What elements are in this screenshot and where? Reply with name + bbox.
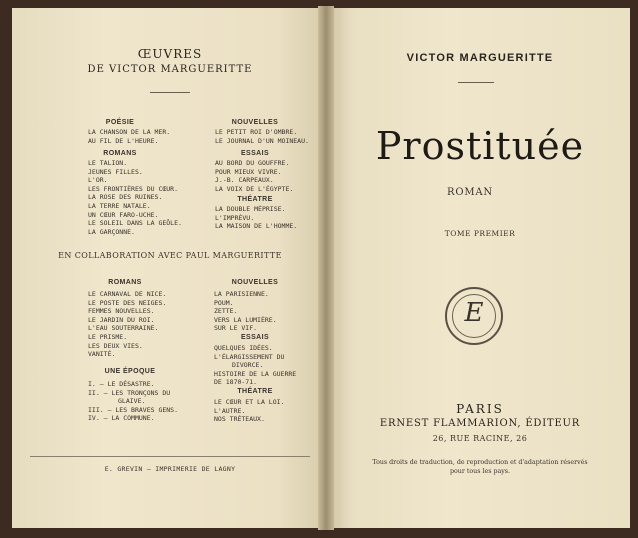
list-item: JEUNES FILLES. [88, 167, 143, 176]
list-item: L'OR. [88, 176, 108, 185]
works-subheading: DE VICTOR MARGUERITTE [87, 64, 253, 75]
list-item: LA ROSE DES RUINES. [88, 193, 163, 202]
list-item: L'AUTRE. [214, 406, 246, 415]
list-item: LE JOURNAL D'UN MOINEAU. [215, 136, 309, 145]
collab-essais-title: ESSAIS [240, 334, 270, 341]
emblem-monogram-icon: E [464, 298, 484, 328]
list-item: DE 1870-71. [214, 378, 258, 387]
list-item: LE PETIT ROI D'OMBRE. [215, 128, 298, 136]
poesie-list [88, 128, 170, 145]
list-item: L'EAU SOUTERRAINE. [88, 324, 159, 333]
list-item: II. — LES TRONÇONS DU [88, 388, 171, 397]
list-item: L'IMPRÉVU. [215, 213, 255, 222]
author-name: VICTOR MARGUERITTE [406, 52, 554, 64]
list-item: LA CHANSON DE LA MER. [88, 128, 171, 136]
collab-essais-list [214, 344, 296, 387]
collab-romans-title: ROMANS [108, 279, 142, 286]
list-item: LE CARNAVAL DE NICE. [88, 290, 167, 298]
poesie-title: POÉSIE [105, 119, 135, 126]
list-item: I. — LE DÉSASTRE. [88, 380, 155, 388]
list-item: LE TALION. [88, 159, 128, 167]
list-item: NOS TRÉTEAUX. [214, 415, 265, 424]
theatre-title: THÉATRE [237, 196, 273, 203]
theatre-list [215, 205, 297, 231]
list-item: IV. — LA COMMUNE. [88, 414, 155, 423]
nouvelles-list [215, 128, 309, 145]
list-item: J.-B. CARPEAUX. [215, 176, 274, 185]
list-item: LE POSTE DES NEIGES. [88, 298, 167, 307]
collab-theatre-list [214, 398, 284, 424]
list-item: FEMMES NOUVELLES. [88, 307, 155, 316]
nouvelles-title: NOUVELLES [231, 119, 279, 126]
collab-romans-list [88, 290, 166, 359]
collab-nouvelles-title: NOUVELLES [231, 279, 279, 286]
list-item: DIVORCE. [232, 361, 264, 370]
publisher-name: ERNEST FLAMMARION, ÉDITEUR [379, 418, 581, 429]
list-item: AU FIL DE L'HEURE. [88, 136, 159, 145]
list-item: LE PRISME. [88, 332, 128, 341]
list-item: LA VOIX DE L'ÉGYPTE. [215, 184, 294, 193]
collaboration-heading: EN COLLABORATION AVEC PAUL MARGUERITTE [58, 251, 282, 260]
printer-rule [30, 456, 310, 457]
rights-notice-line-1: Tous droits de traduction, de reproduction et d'adaptation réservés [372, 459, 588, 466]
book-gutter [318, 6, 334, 530]
collab-nouvelles-list [214, 290, 277, 333]
list-item: LA PARISIENNE. [214, 290, 269, 298]
list-item: LE CŒUR ET LA LOI. [214, 398, 285, 406]
left-page [12, 8, 324, 528]
list-item: ZETTE. [214, 307, 238, 316]
epoque-list [88, 380, 178, 423]
list-item: LES FRONTIÈRES DU CŒUR. [88, 184, 179, 193]
list-item: AU BORD DU GOUFFRE. [215, 159, 290, 167]
list-item: UN CŒUR FARO-UCHE. [88, 210, 159, 219]
list-item: HISTOIRE DE LA GUERRE [214, 369, 297, 378]
publisher-emblem [445, 287, 503, 345]
list-item: VERS LA LUMIÈRE. [214, 315, 277, 324]
romans-title: ROMANS [103, 150, 137, 157]
list-item: III. — LES BRAVES GENS. [88, 405, 179, 414]
rights-notice-line-2: pour tous les pays. [449, 468, 511, 475]
volume-label: TOME PREMIER [444, 229, 516, 238]
printer-line: E. GREVIN — IMPRIMERIE DE LAGNY [104, 465, 236, 473]
list-item: LE JARDIN DU ROI. [88, 315, 155, 324]
list-item: GLAIVE. [118, 397, 146, 406]
genre-label: ROMAN [447, 187, 493, 198]
list-item: POUM. [214, 298, 234, 307]
list-item: LE SOLEIL DANS LA GEÔLE. [88, 219, 182, 228]
book-title: Prostituée [375, 124, 585, 168]
list-item: LES DEUX VIES. [88, 341, 143, 350]
right-page [328, 8, 630, 528]
essais-title: ESSAIS [240, 150, 270, 157]
list-item: POUR MIEUX VIVRE. [215, 167, 282, 176]
author-rule [458, 82, 494, 83]
list-item: QUELQUES IDÉES. [214, 344, 273, 352]
romans-list [88, 159, 182, 236]
list-item: LA GARÇONNE. [88, 227, 135, 236]
list-item: L'ÉLARGISSEMENT DU [214, 352, 285, 361]
list-item: SUR LE VIF. [214, 324, 258, 333]
publisher-city: PARIS [456, 402, 504, 416]
heading-rule [150, 92, 190, 93]
list-item: LA MAISON DE L'HOMME. [215, 222, 298, 231]
works-heading: ŒUVRES [137, 47, 203, 61]
collab-theatre-title: THÉATRE [237, 388, 273, 395]
list-item: LA TERRE NATALE. [88, 201, 151, 210]
list-item: LA DOUBLE MÉPRISE. [215, 205, 286, 213]
publisher-address: 26, RUE RACINE, 26 [432, 434, 528, 443]
epoque-title: UNE ÉPOQUE [104, 368, 156, 375]
list-item: VANITÉ. [88, 350, 116, 359]
essais-list [215, 159, 293, 193]
